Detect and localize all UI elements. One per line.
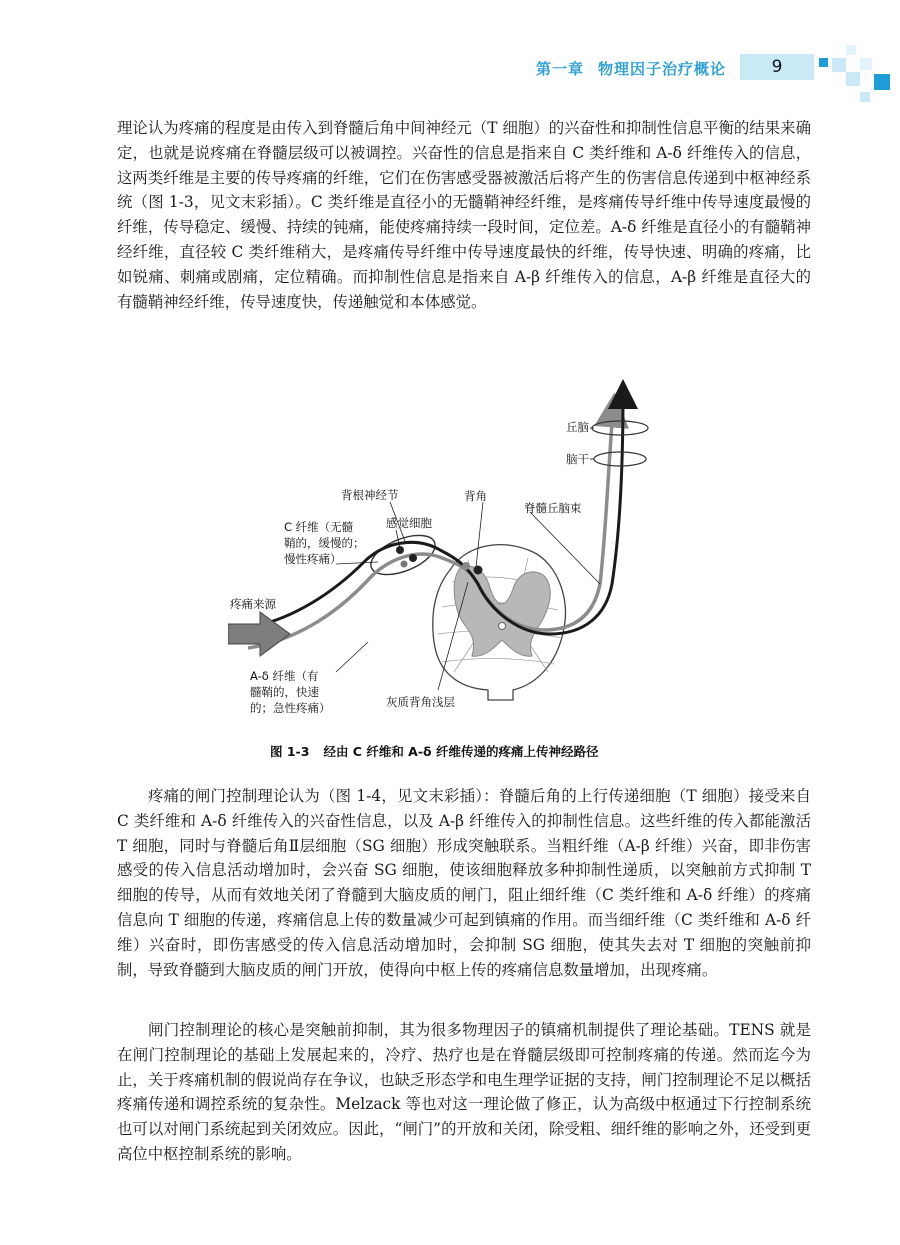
body-paragraph-2: 疼痛的闸门控制理论认为（图 1-4，见文末彩插）：脊髓后角的上行传递细胞（T 细胞）接受来自 C 类纤维和 A-δ 纤维传入的兴奋性信息，以及 A-β 纤维传入的抑制性信息。这些纤维的传入都能激活 T 细胞，同时与脊髓后角Ⅱ层细胞（SG 细胞）形成突触联系。当粗纤维（A-β 纤维）兴奋，即非伤害感受的传入信息活动增加时，会兴奋 SG 细胞，使该细胞释放多种抑制性递质，以突触前方式抑制 T 细胞的传导，从而有效地关闭了脊髓到大脑皮质的闸门，阻止细纤维（C 类纤维和 A-δ 纤维）的疼痛信息向 T 细胞的传递，疼痛信息上传的数量减少可起到镇痛的作用。而当细纤维（C 类纤维和 A-δ 纤维）兴奋时，即伤害感受的传入信息活动增加时，会抑制 SG 细胞，使其失去对 T 细胞的突触前抑制，导致脊髓到大脑皮质的闸门开放，使得向中枢上传的疼痛信息数量增加，出现疼痛。 <box>117 787 811 979</box>
chapter-title: 物理因子治疗概论 <box>598 60 727 78</box>
page-header <box>0 0 900 110</box>
label-thalamus: 丘脑 <box>566 420 589 434</box>
figure-1-3 <box>228 372 668 742</box>
thalamus-ring <box>592 421 648 435</box>
decor-square <box>846 45 856 55</box>
label-a-delta-line1: A-δ 纤维（有 <box>250 669 319 683</box>
caption-number: 图 1-3 <box>270 744 310 759</box>
decor-square <box>860 58 872 70</box>
dorsal-horn-cell <box>474 566 483 575</box>
label-brainstem: 脑干 <box>566 452 589 466</box>
running-header <box>536 58 726 79</box>
decor-square <box>860 92 870 102</box>
caption-title: 经由 C 纤维和 A-δ 纤维传递的疼痛上传神经路径 <box>323 744 599 759</box>
label-gray-matter-lamina: 灰质背角浅层 <box>386 695 455 709</box>
page-number: 9 <box>740 54 814 80</box>
body-paragraph-1: 理论认为疼痛的程度是由传入到脊髓后角中间神经元（T 细胞）的兴奋性和抑制性信息平衡的结果来确定，也就是说疼痛在脊髓层级可以被调控。兴奋性的信息是指来自 C 类纤维和 A-δ 纤维传入的信息，这两类纤维是主要的传导疼痛的纤维，它们在伤害感受器被激活后将产生的伤害信息传递到中枢神经系统（图 1-3，见文末彩插）。C 类纤维是直径小的无髓鞘神经纤维，是疼痛传导纤维中传导速度最慢的纤维，传导稳定、缓慢、持续的钝痛，能使疼痛持续一段时间，定位差。A-δ 纤维是直径小的有髓鞘神经纤维，直径较 C 类纤维稍大，是疼痛传导纤维中传导速度最快的纤维，传导快速、明确的疼痛，比如锐痛、刺痛或剧痛，定位精确。而抑制性信息是指来自 A-β 纤维传入的信息，A-β 纤维是直径大的有髓鞘神经纤维，传导速度快，传递触觉和本体感觉。 <box>117 119 811 311</box>
label-dorsal-root-ganglion: 背根神经节 <box>341 488 399 502</box>
central-canal <box>499 623 506 630</box>
label-a-delta-line2: 髓鞘的，快速 <box>250 685 319 699</box>
label-pain-source: 疼痛来源 <box>230 597 276 611</box>
label-sensory-cell: 感觉细胞 <box>386 516 432 530</box>
figure-caption <box>270 742 598 760</box>
chapter-number: 第一章 <box>536 60 585 78</box>
label-a-delta-line3: 的；急性疼痛） <box>250 701 331 715</box>
dorsal-horn-cell <box>462 562 470 570</box>
decor-square <box>874 74 890 90</box>
label-c-fiber-line1: C 纤维（无髓 <box>284 520 354 534</box>
decor-square <box>819 58 828 67</box>
body-paragraph-3: 闸门控制理论的核心是突触前抑制，其为很多物理因子的镇痛机制提供了理论基础。TENS 就是在闸门控制理论的基础上发展起来的，冷疗、热疗也是在脊髓层级即可控制疼痛的传递。然而迄今为止，关于疼痛机制的假说尚存在争议，也缺乏形态学和电生理学证据的支持，闸门控制理论不足以概括疼痛传递和调控系统的复杂性。Melzack 等也对这一理论做了修正，认为高级中枢通过下行控制系统也可以对闸门系统起到关闭效应。因此，“闸门”的开放和关闭，除受粗、细纤维的影响之外，还受到更高位中枢控制系统的影响。 <box>117 1021 811 1163</box>
label-dorsal-horn: 背角 <box>464 489 487 503</box>
label-spinothalamic-tract: 脊髓丘脑束 <box>524 501 582 515</box>
decor-square <box>832 58 846 72</box>
sensory-cell <box>409 554 417 562</box>
sensory-cell <box>401 561 408 568</box>
brainstem-ring <box>594 452 646 466</box>
label-c-fiber-line3: 慢性疼痛） <box>284 552 342 566</box>
decor-square <box>846 72 860 86</box>
label-c-fiber-line2: 鞘的，缓慢的； <box>284 536 365 550</box>
